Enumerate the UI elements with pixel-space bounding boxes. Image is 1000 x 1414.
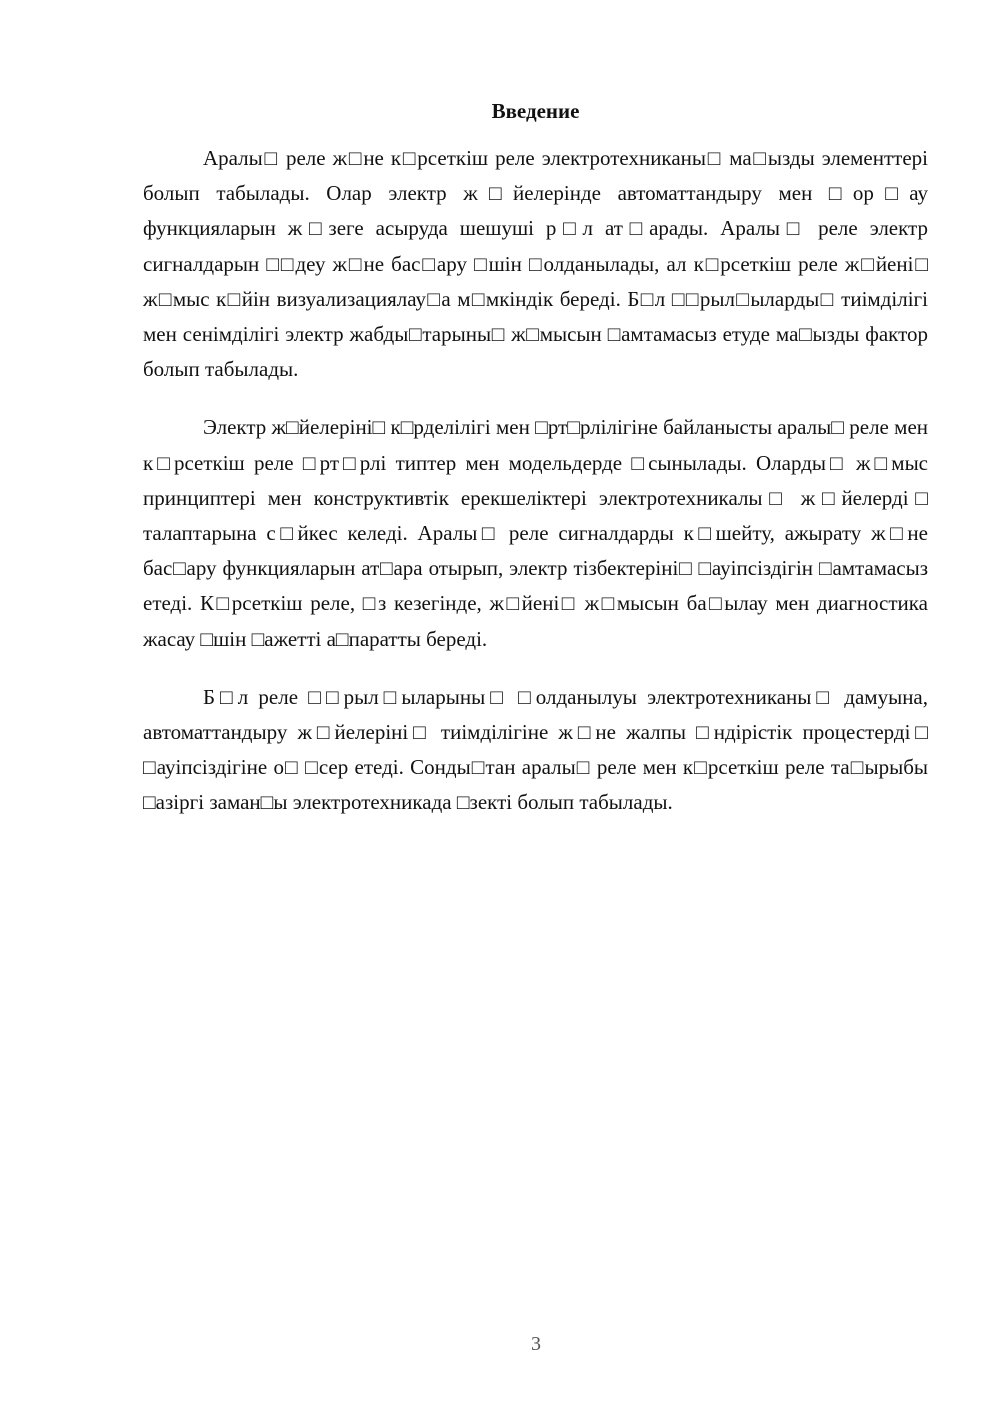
paragraph-3: Б□л реле □□рыл□ыларыны□ □олданылуы электротехниканы□ дамуына, автоматтандыру ж□йелеріні□ тиімділігіне ж□не жалпы □ндірістік процестерді□ □ауіпсіздігіне о□ □сер етеді. Сонды□тан аралы□ реле мен к□рсеткіш реле та□ырыбы □азіргі заман□ы электротехникада □зекті болып табылады. — [143, 684, 928, 815]
page-number: 3 — [531, 1333, 541, 1355]
paragraph-2: Электр ж□йелеріні□ к□рделілігі мен □рт□рлілігіне байланысты аралы□ реле мен к□рсеткіш реле □рт□рлі типтер мен модельдерде □сынылады. Оларды□ ж□мыс принциптері мен конструктивтік ерекшеліктері электротехникалы□ ж□йелерді□ талаптарына с□йкес келеді. Аралы□ реле сигналдарды к□шейту, ажырату ж□не бас□ару функцияларын ат□ара отырып, электр тізбектеріні□ □ауіпсіздігін □амтамасыз етеді. К□рсеткіш реле, □з кезегінде, ж□йені□ ж□мысын ба□ылау мен диагностика жасау □шін □ажетті а□паратты береді. — [143, 415, 928, 651]
body-text — [143, 141, 928, 844]
paragraph-1: Аралы□ реле ж□не к□рсеткіш реле электротехниканы□ ма□ызды элементтері болып табылады. Олар электр ж□йелерінде автоматтандыру мен □ор□ау функцияларын ж□зеге асыруда шешуші р□л ат□арады. Аралы□ реле электр сигналдарын □□деу ж□не бас□ару □шін □олданылады, ал к□рсеткіш реле ж□йені□ ж□мыс к□йін визуализациялау□а м□мкіндік береді. Б□л □□рыл□ыларды□ тиімділігі мен сенімділігі электр жабды□тарыны□ ж□мысын □амтамасыз етуде ма□ызды фактор болып табылады. — [143, 146, 928, 382]
page-title: Введение — [491, 99, 580, 123]
